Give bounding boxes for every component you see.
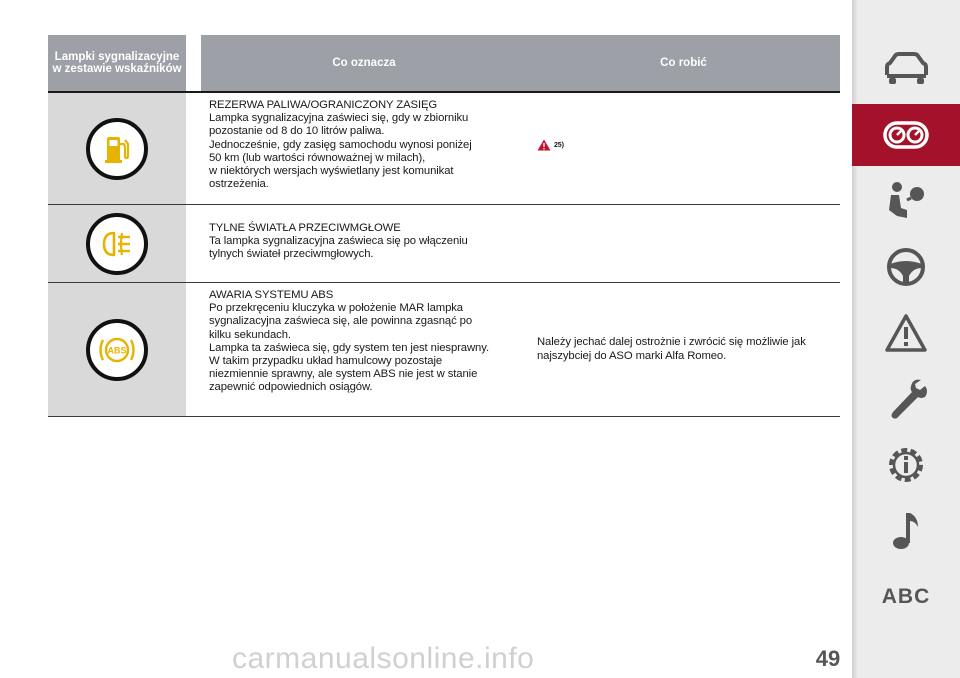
text-line: w niektórych wersjach wyświetlany jest komunikat	[209, 165, 454, 178]
action-cell	[527, 205, 840, 282]
sidebar-item-car[interactable]	[852, 38, 960, 100]
text-line: tylnych świateł przeciwmgłowych.	[209, 248, 374, 261]
table-header	[48, 35, 840, 91]
page-number: 49	[815, 646, 841, 671]
text-line: 50 km (lub wartości równoważnej w milach),	[209, 151, 426, 164]
lamp-title: AWARIA SYSTEMU ABS	[209, 289, 334, 301]
wrench-icon	[885, 376, 927, 422]
meaning-cell	[186, 93, 527, 204]
text-line: W takim przypadku układ hamulcowy pozostaje	[209, 355, 443, 368]
header-what-to-do: Co robić	[527, 35, 840, 91]
chapter-sidebar	[852, 0, 960, 678]
table-row	[48, 93, 840, 205]
text-line: zapewnić odpowiednich osiągów.	[209, 381, 373, 394]
music-note-icon	[888, 509, 924, 553]
icon-cell	[48, 93, 186, 204]
sidebar-item-technical-data[interactable]	[852, 434, 960, 496]
text-line: sygnalizacyjna zaświeca się, ale powinna zgasnąć po	[209, 315, 473, 328]
rear-fog-light-icon	[86, 213, 148, 275]
airbag-passenger-icon	[883, 180, 929, 222]
action-text-line: Należy jechać dalej ostrożnie i zwrócić się możliwie jak	[537, 336, 806, 349]
sidebar-item-index[interactable]	[852, 566, 960, 628]
table-row	[48, 283, 840, 417]
sidebar-item-dashboard[interactable]	[852, 104, 960, 166]
technical-info-gear-icon	[884, 443, 928, 487]
fuel-pump-icon	[86, 118, 148, 180]
header-meaning: Co oznacza	[201, 35, 527, 91]
warning-triangle-icon	[884, 313, 928, 353]
text-line: Lampka sygnalizacyjna zaświeci się, gdy w zbiorniku	[209, 112, 469, 125]
indicator-table	[48, 35, 840, 417]
warning-triangle-icon	[537, 139, 551, 151]
warning-ref-number: 25)	[554, 141, 564, 149]
icon-cell	[48, 205, 186, 282]
meaning-cell	[186, 283, 527, 416]
steering-wheel-icon	[885, 246, 927, 288]
header-indicator-lamps: Lampki sygnalizacyjne w zestawie wskaźników	[48, 35, 186, 91]
lamp-title: TYLNE ŚWIATŁA PRZECIWMGŁOWE	[209, 222, 401, 234]
text-line: Jednocześnie, gdy zasięg samochodu wynosi poniżej	[209, 138, 472, 151]
action-cell	[527, 283, 840, 416]
abs-icon-label: ABS	[107, 345, 127, 355]
text-line: ostrzeżenia.	[209, 178, 269, 191]
text-line: kilku sekundach.	[209, 328, 291, 341]
text-line: Lampka ta zaświeca się, gdy system ten jest niesprawny.	[209, 341, 489, 354]
sidebar-item-emergency[interactable]	[852, 302, 960, 364]
watermark: carmanualsonline.info	[232, 642, 535, 675]
sidebar-item-maintenance[interactable]	[852, 368, 960, 430]
action-cell	[527, 93, 840, 204]
text-line: Ta lampka sygnalizacyjna zaświeca się po włączeniu	[209, 235, 468, 248]
abs-icon	[86, 319, 148, 381]
text-line: pozostanie od 8 do 10 litrów paliwa.	[209, 125, 385, 138]
warning-reference[interactable]	[537, 139, 564, 152]
sidebar-item-driving[interactable]	[852, 236, 960, 298]
icon-cell	[48, 283, 186, 416]
table-row	[48, 205, 840, 283]
meaning-cell	[186, 205, 527, 282]
sidebar-item-safety[interactable]	[852, 170, 960, 232]
lamp-title: REZERWA PALIWA/OGRANICZONY ZASIĘG	[209, 99, 438, 111]
action-text-line: najszybciej do ASO marki Alfa Romeo.	[537, 349, 727, 362]
abc-index-label: ABC	[881, 585, 931, 608]
car-icon	[881, 51, 931, 87]
dashboard-gauges-icon	[882, 120, 930, 150]
text-line: niezmiennie sprawny, ale system ABS nie jest w stanie	[209, 368, 478, 381]
sidebar-item-multimedia[interactable]	[852, 500, 960, 562]
text-line: Po przekręceniu kluczyka w położenie MAR lampka	[209, 302, 463, 315]
